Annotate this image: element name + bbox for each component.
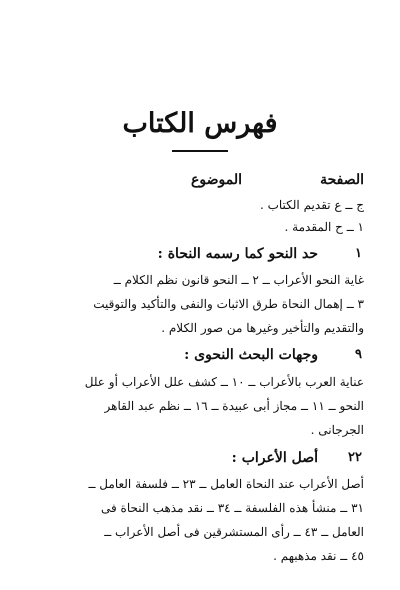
section-text-line: ٤٥ ــ نقد مذهبهم . [273,549,364,563]
front-matter-introduction: ١ ــ ح المقدمة . [284,220,364,234]
section-heading: حد النحو كما رسمه النحاة : [157,246,318,262]
section-text-line: ٣ ــ إهمال النحاة طرق الاثبات والنفى والتأكيد والتوقيت [93,297,364,311]
section-page-number: ١ [355,246,362,261]
column-header-page: الصفحة [320,172,364,188]
section-heading: وجهات البحث النحوى : [184,347,318,363]
section-page-number: ٢٢ [348,450,362,465]
section-text-line: العامل ــ ٤٣ ــ رأى المستشرقين فى أصل الأعراب ــ [104,525,364,539]
title-divider [172,150,228,152]
section-text-line: النحو ــ ١١ ــ مجاز أبى عبيدة ــ ١٦ ــ نظم عبد القاهر [104,399,364,413]
section-page-number: ٩ [355,347,362,362]
column-header-topic: الموضوع [191,172,242,188]
section-text-line: ٣١ ــ منشأ هذه الفلسفة ــ ٣٤ ــ نقد مذهب النحاة فى [101,501,364,515]
page-title: فهرس الكتاب [122,108,278,139]
section-heading: أصل الأعراب : [231,450,318,466]
section-text-line: الجرجانى . [310,423,364,437]
section-text-line: عناية العرب بالأعراب ــ ١٠ ــ كشف علل الأعراب أو علل [84,375,364,389]
section-text-line: والتقديم والتأخير وغيرها من صور الكلام . [161,321,364,335]
section-text-line: أصل الأعراب عند النحاة العامل ــ ٢٣ ــ فلسفة العامل ــ [88,477,364,491]
front-matter-preface: ج ــ ع تقديم الكتاب . [259,198,364,212]
section-text-line: غاية النحو الأعراب ــ ٢ ــ النحو قانون نظم الكلام ــ [113,273,364,287]
